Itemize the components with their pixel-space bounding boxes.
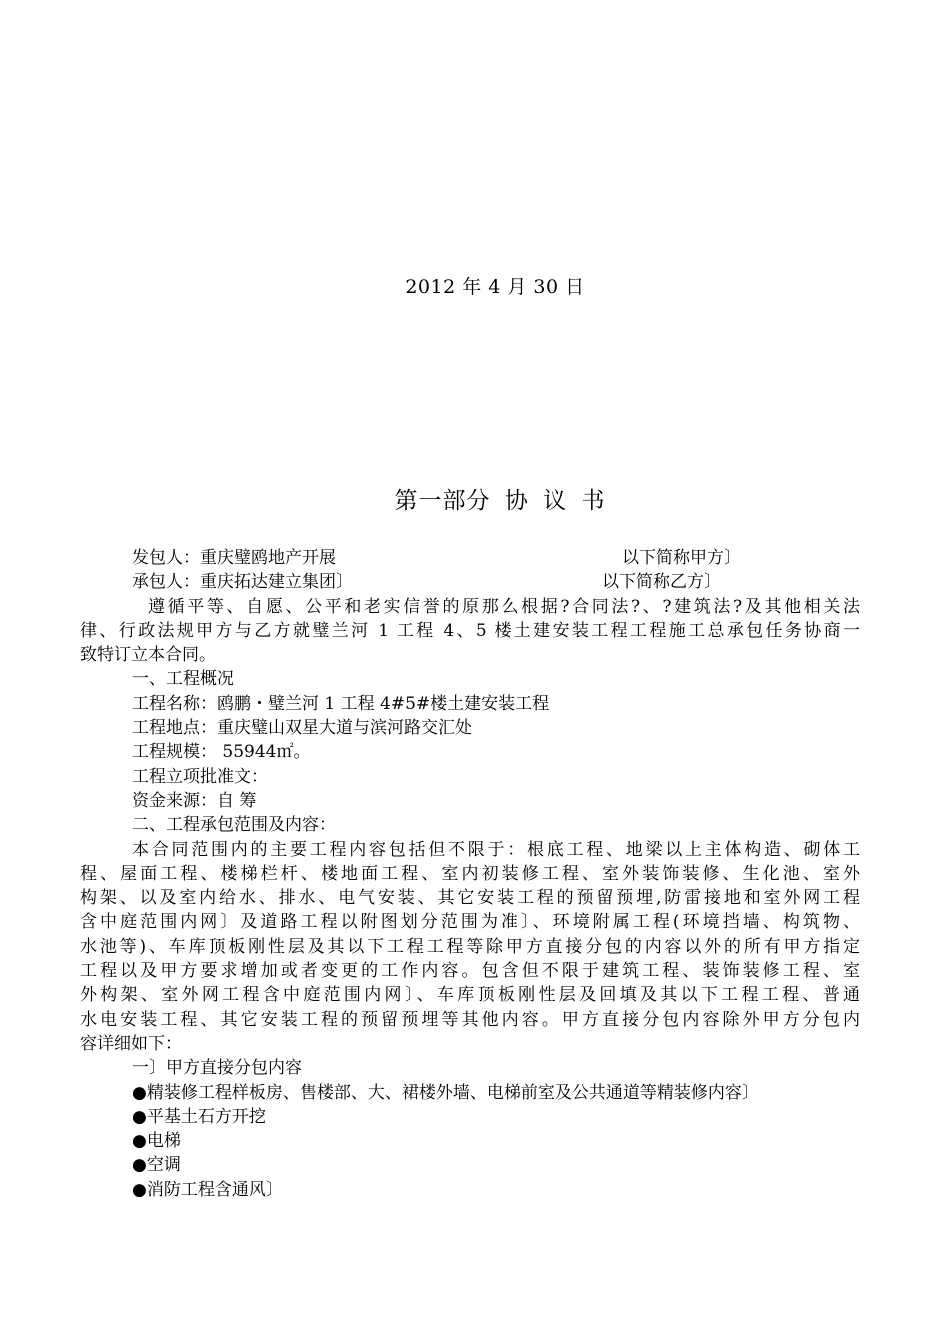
intro-line: 致特订立本合同。 — [80, 645, 216, 666]
contractor-name: 重庆拓达建立集团〕 — [200, 572, 353, 593]
project-location: 工程地点：重庆璧山双星大道与滨河路交汇处 — [132, 718, 472, 739]
scope-line: 含中庭范围内网〕及道路工程以附图划分范围为准〕、环境附属工程(环境挡墙、构筑物、 — [80, 912, 860, 933]
funding-source: 资金来源：自 筹 — [132, 790, 257, 811]
contract-date: 2012 年 4 月 30 日 — [405, 276, 585, 298]
scope-line: 外构架、室外网工程含中庭范围内网〕、车库顶板刚性层及回填及其以下工程工程、普通 — [80, 985, 860, 1006]
section2-heading: 二、工程承包范围及内容： — [132, 815, 336, 836]
project-approval: 工程立项批准文： — [132, 766, 268, 787]
section1-heading: 一、工程概况 — [132, 669, 234, 690]
scope-line: 容详细如下： — [80, 1033, 182, 1054]
employer-label: 发包人： — [132, 548, 200, 568]
document-body — [80, 546, 860, 1202]
subcontract-heading: 一〕甲方直接分包内容 — [132, 1058, 302, 1079]
project-scale: 工程规模： 55944㎡。 — [132, 742, 311, 763]
intro-line: 遵循平等、自愿、公平和老实信誉的原那么根据?合同法?、?建筑法?及其他相关法 — [148, 596, 860, 617]
project-name: 工程名称：鸥鹏・璧兰河 1 工程 4#5#楼土建安装工程 — [132, 693, 550, 714]
list-item: ●消防工程含通风〕 — [132, 1179, 283, 1200]
intro-line: 律、行政法规甲方与乙方就璧兰河 1 工程 4、5 楼土建安装工程工程施工总承包任务协商一 — [80, 620, 860, 641]
scope-line: 程、屋面工程、楼梯栏杆、楼地面工程、室内初装修工程、室外装饰装修、生化池、室外 — [80, 863, 860, 884]
scope-line: 水池等)、车库顶板刚性层及其以下工程工程等除甲方直接分包的内容以外的所有甲方指定 — [80, 936, 860, 957]
scope-line: 水电安装工程、其它安装工程的预留预埋等其他内容。甲方直接分包内容除外甲方分包内 — [80, 1009, 860, 1030]
contractor-line — [80, 570, 860, 594]
scope-line: 工程以及甲方要求增加或者变更的工作内容。包含但不限于建筑工程、装饰装修工程、室 — [80, 961, 860, 982]
page-title: 第一部分 协 议 书 — [394, 488, 606, 514]
employer-line — [80, 546, 860, 570]
list-item: ●电梯 — [132, 1131, 181, 1152]
contractor-label: 承包人： — [132, 572, 200, 593]
scope-paragraph — [80, 838, 860, 1057]
scope-line: 本合同范围内的主要工程内容包括但不限于：根底工程、地梁以上主体构造、砌体工 — [132, 839, 860, 860]
intro-paragraph — [80, 595, 860, 668]
list-item: ●空调 — [132, 1155, 181, 1176]
scope-line: 构架、以及室内给水、排水、电气安装、其它安装工程的预留预埋,防雷接地和室外网工程 — [80, 888, 860, 909]
contractor-alias: 以下简称乙方〕 — [602, 572, 721, 593]
employer-name: 重庆璧鸥地产开展 — [200, 548, 336, 568]
list-item: ●平基土石方开挖 — [132, 1106, 266, 1127]
employer-alias: 以下简称甲方〕 — [622, 548, 741, 568]
list-item: ●精装修工程样板房、售楼部、大、裙楼外墙、电梯前室及公共通道等精装修内容〕 — [132, 1082, 759, 1103]
